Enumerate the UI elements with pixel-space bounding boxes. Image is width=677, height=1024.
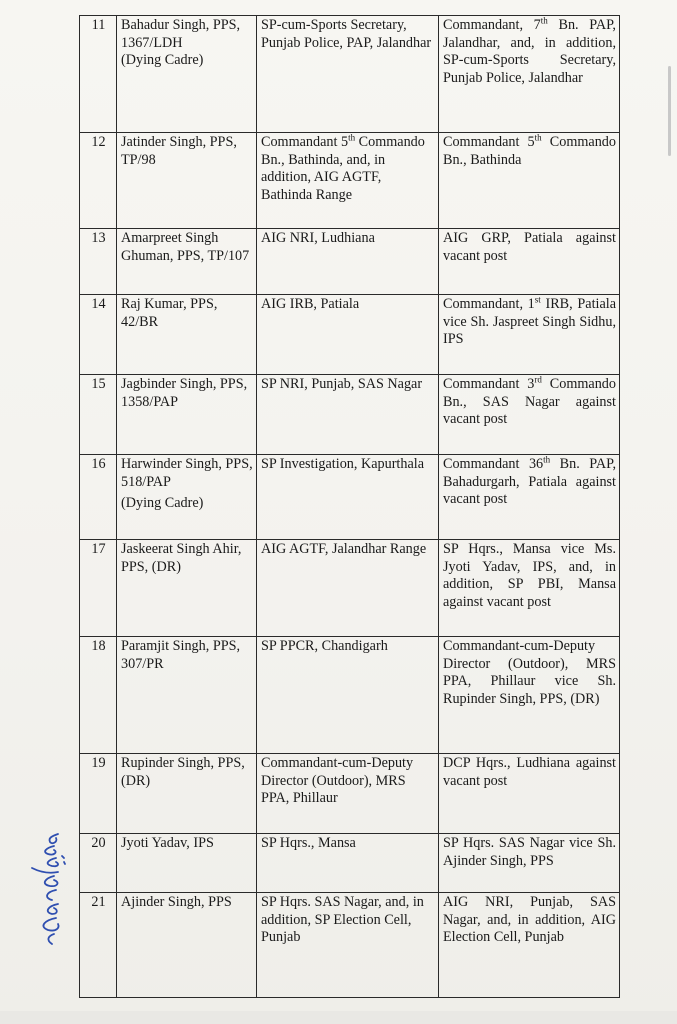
present-posting: SP-cum-Sports Secretary, Punjab Police, PAP, Jalandhar [257, 16, 439, 133]
new-posting: SP Hqrs. SAS Nagar vice Sh. Ajinder Singh, PPS [439, 834, 620, 893]
officer-note: (Dying Cadre) [121, 495, 204, 511]
present-posting: AIG NRI, Ludhiana [257, 229, 439, 295]
row-number: 11 [80, 16, 117, 133]
row-number: 17 [80, 540, 117, 637]
present-posting: SP Investigation, Kapurthala [257, 455, 439, 540]
new-posting: AIG GRP, Patiala against vacant post [439, 229, 620, 295]
scrollbar[interactable] [668, 66, 671, 156]
table-row [80, 133, 620, 229]
new-posting: DCP Hqrs., Ludhiana against vacant post [439, 754, 620, 834]
table-row [80, 834, 620, 893]
row-number: 15 [80, 375, 117, 455]
present-posting: AIG AGTF, Jalandhar Range [257, 540, 439, 637]
officer-name: Bahadur Singh, PPS, 1367/LDH (Dying Cadre) [117, 16, 257, 133]
new-posting: Commandant-cum-Deputy Director (Outdoor), MRS PPA, Phillaur vice Sh. Rupinder Singh, PPS, (DR) [439, 637, 620, 754]
row-number: 21 [80, 893, 117, 998]
new-posting: Commandant 3rd Commando Bn., SAS Nagar against vacant post [439, 375, 620, 455]
present-posting: SP NRI, Punjab, SAS Nagar [257, 375, 439, 455]
signature-icon [18, 828, 76, 948]
officer-name: Jaskeerat Singh Ahir, PPS, (DR) [117, 540, 257, 637]
new-posting: Commandant, 1st IRB, Patiala vice Sh. Jaspreet Singh Sidhu, IPS [439, 295, 620, 375]
table-row [80, 295, 620, 375]
new-posting: Commandant, 7th Bn. PAP, Jalandhar, and, in addition, SP-cum-Sports Secretary, Punjab Police, Jalandhar [439, 16, 620, 133]
row-number: 20 [80, 834, 117, 893]
row-number: 16 [80, 455, 117, 540]
officer-name: Harwinder Singh, PPS, 518/PAP (Dying Cadre) [117, 455, 257, 540]
row-number: 14 [80, 295, 117, 375]
table-row [80, 893, 620, 998]
present-posting: AIG IRB, Patiala [257, 295, 439, 375]
new-posting: AIG NRI, Punjab, SAS Nagar, and, in addition, AIG Election Cell, Punjab [439, 893, 620, 998]
table-row [80, 375, 620, 455]
row-number: 18 [80, 637, 117, 754]
table-row [80, 754, 620, 834]
table-row [80, 229, 620, 295]
officer-note: (Dying Cadre) [121, 52, 204, 68]
present-posting: Commandant 5th Commando Bn., Bathinda, and, in addition, AIG AGTF, Bathinda Range [257, 133, 439, 229]
officer-name: Paramjit Singh, PPS, 307/PR [117, 637, 257, 754]
present-posting: SP PPCR, Chandigarh [257, 637, 439, 754]
officer-name: Amarpreet Singh Ghuman, PPS, TP/107 [117, 229, 257, 295]
present-posting: SP Hqrs., Mansa [257, 834, 439, 893]
row-number: 13 [80, 229, 117, 295]
officer-name: Jagbinder Singh, PPS, 1358/PAP [117, 375, 257, 455]
officer-name: Rupinder Singh, PPS, (DR) [117, 754, 257, 834]
present-posting: SP Hqrs. SAS Nagar, and, in addition, SP Election Cell, Punjab [257, 893, 439, 998]
table-row [80, 16, 620, 133]
transfer-table [79, 15, 620, 998]
table-row [80, 540, 620, 637]
officer-name: Raj Kumar, PPS, 42/BR [117, 295, 257, 375]
new-posting: Commandant 5th Commando Bn., Bathinda [439, 133, 620, 229]
officer-name: Jyoti Yadav, IPS [117, 834, 257, 893]
table-row [80, 455, 620, 540]
bottom-edge [0, 1011, 677, 1024]
row-number: 12 [80, 133, 117, 229]
new-posting: SP Hqrs., Mansa vice Ms. Jyoti Yadav, IPS, and, in addition, SP PBI, Mansa against vacant post [439, 540, 620, 637]
table-row [80, 637, 620, 754]
new-posting: Commandant 36th Bn. PAP, Bahadurgarh, Patiala against vacant post [439, 455, 620, 540]
present-posting: Commandant-cum-Deputy Director (Outdoor), MRS PPA, Phillaur [257, 754, 439, 834]
officer-name: Ajinder Singh, PPS [117, 893, 257, 998]
row-number: 19 [80, 754, 117, 834]
officer-name: Jatinder Singh, PPS, TP/98 [117, 133, 257, 229]
